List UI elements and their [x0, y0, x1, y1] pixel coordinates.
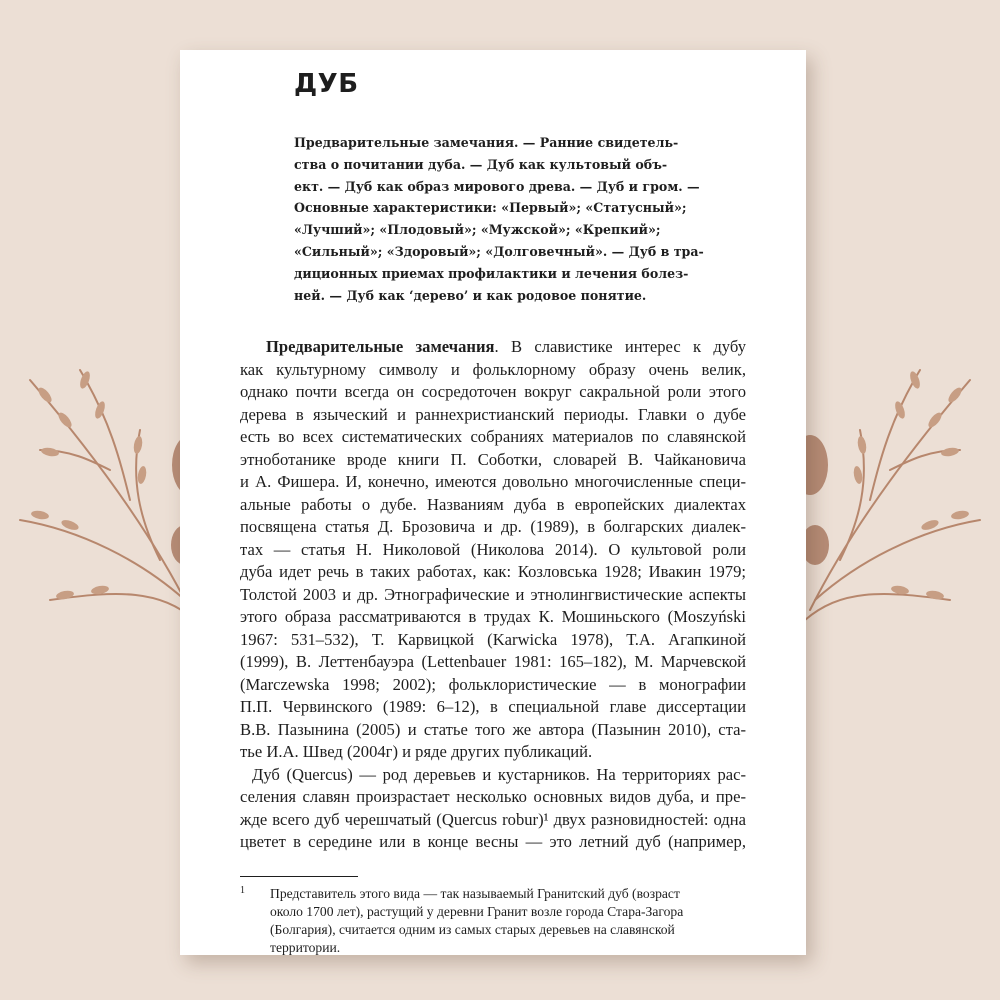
summary-line: ект. — Дуб как образ мирового древа. — Дуб и гром. — [294, 178, 700, 194]
paragraph-line: этого образа рассматриваются в трудах К. Мошиньского (Moszyński [240, 607, 746, 627]
paragraph-line: Толстой 2003 и др. Этнографические и этнолингвистические аспекты [240, 584, 746, 604]
summary-line: Предварительные замечания. — Ранние свидетель- [294, 135, 679, 150]
body-text [240, 336, 746, 854]
footnote-line: около 1700 лет), растущий у деревни Гранит возле города Стара-Загора [270, 904, 684, 920]
summary-line: ней. — Дуб как ‘дерево’ и как родовое понятие. [294, 287, 647, 303]
summary-line: Основные характеристики: «Первый»; «Статусный»; [294, 200, 687, 216]
summary-line: диционных приемах профилактики и лечения болез- [294, 265, 689, 281]
paragraph-line: В.В. Пазынина (2005) и статье того же автора (Пазынин 2010), ста- [240, 719, 746, 739]
paragraph-line: П.П. Червинского (1989: 6–12), в специальной главе диссертации [240, 697, 746, 717]
book-page [180, 50, 806, 955]
footnote-line: (Болгария), считается одним из самых старых деревьев на славянской [270, 922, 675, 938]
paragraph2-line: цветет в середине или в конце весны — это летний дуб (например, [240, 832, 746, 852]
paragraph2-line: жде всего дуб черешчатый (Quercus robur)¹ двух разновидностей: одна [240, 809, 746, 829]
summary-line: «Сильный»; «Здоровый»; «Долговечный». — Дуб в тра- [294, 243, 704, 259]
summary-line: «Лучший»; «Плодовый»; «Мужской»; «Крепкий»; [294, 222, 661, 238]
paragraph-line: дерева в языческий и раннехристианский периоды. Главки о дубе [240, 404, 746, 424]
paragraph-first-line [240, 336, 746, 359]
footnote-mark: 1 [240, 884, 245, 896]
paragraph-line: этноботанике вроде книги П. Соботки, словарей В. Чайкановича [240, 449, 746, 469]
paragraph-line: (1999), В. Леттенбауэра (Lettenbauer 1981: 165–182), М. Марчевской [240, 652, 746, 672]
paragraph-lead: Предварительные замечания [266, 337, 495, 357]
paragraph-line: 1967: 531–532), Т. Карвицкой (Karwicka 1978), Т.А. Агапкиной [240, 629, 746, 649]
paragraph-line: (Marczewska 1998; 2002); фольклористические — в монографии [240, 674, 746, 694]
paragraph-first-line-rest: . В славистике интерес к дубу [494, 337, 746, 357]
footnote-divider [240, 876, 358, 877]
paragraph-line: посвящена статья Д. Брозовича и др. (1989), в болгарских диалек- [240, 517, 746, 537]
chapter-title: ДУБ [294, 69, 359, 99]
paragraph2-line: Дуб (Quercus) — род деревьев и кустарников. На территориях рас- [252, 764, 746, 784]
paragraph-line: есть во всех систематических собраниях материалов по славянской [240, 427, 746, 447]
summary-line: ства о почитании дуба. — Дуб как культовый объ- [294, 156, 668, 172]
footnote-line: территории. [270, 940, 341, 956]
paragraph-line: как культурному символу и фольклорному образу очень велик, [240, 359, 746, 379]
paragraph2-line: селения славян произрастает несколько основных видов дуба, и пре- [240, 787, 746, 807]
willow-branch-decoration-right [790, 300, 990, 650]
paragraph-line: тье И.А. Швед (2004г) и ряде других публикаций. [240, 742, 593, 762]
paragraph-line: однако почти всегда он сосредоточен вокруг сакральной роли этого [240, 382, 746, 402]
paragraph-line: и А. Фишера. И, конечно, имеются довольно многочисленные специ- [240, 472, 746, 492]
paragraph-line: дуба идет речь в таких работах, как: Козловська 1928; Ивакин 1979; [240, 562, 746, 582]
footnote [240, 885, 746, 958]
chapter-summary [294, 132, 728, 306]
paragraph-line: тах — статья Н. Николовой (Николова 2014). О культовой роли [240, 539, 746, 559]
footnote-line: Представитель этого вида — так называемый Гранитский дуб (возраст [270, 885, 680, 901]
paragraph-line: альные работы о дубе. Названиям дуба в европейских диалектах [240, 494, 746, 514]
